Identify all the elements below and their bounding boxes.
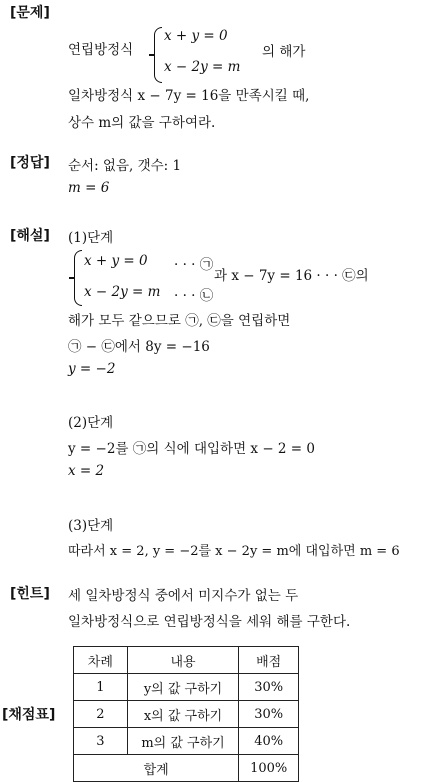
problem-line1-prefix: 연립방정식 <box>68 42 134 58</box>
scoring-cell-points: 40% <box>239 728 299 755</box>
scoring-cell-points: 30% <box>239 674 299 701</box>
scoring-row <box>74 728 299 755</box>
scoring-cell-content: x의 값 구하기 <box>127 701 239 728</box>
solution-brace <box>74 250 82 306</box>
answer-line2: m = 6 <box>68 180 110 196</box>
scoring-row <box>74 674 299 701</box>
hint-tag: [힌트] <box>10 586 50 602</box>
sys-eq2-mark: · · · ㉡ <box>174 288 214 304</box>
sys-suffix: 과 x − 7y = 16 · · · ㉢의 <box>214 268 369 284</box>
problem-brace <box>154 27 162 83</box>
step2-title: (2)단계 <box>68 415 114 431</box>
step1-title: (1)단계 <box>68 230 114 246</box>
scoring-cell-points: 30% <box>239 701 299 728</box>
scoring-header-points: 배점 <box>239 647 299 674</box>
step3-line1: 따라서 x = 2, y = −2를 x − 2y = m에 대입하면 m = 6 <box>68 544 400 559</box>
scoring-total-label: 합계 <box>74 755 239 782</box>
answer-tag: [정답] <box>10 155 50 171</box>
step1-line2: ㉠ − ㉢에서 8y = −16 <box>68 339 210 355</box>
problem-eq1: x + y = 0 <box>164 28 228 44</box>
step1-line3: y = −2 <box>68 361 116 377</box>
scoring-cell-order: 1 <box>74 674 128 701</box>
problem-line3: 상수 m의 값을 구하여라. <box>68 115 216 131</box>
scoring-cell-order: 2 <box>74 701 128 728</box>
solution-brace-tip <box>69 277 74 279</box>
problem-line1-suffix: 의 해가 <box>262 44 306 60</box>
sys-eq1-mark: · · · ㉠ <box>174 257 214 273</box>
step3-title: (3)단계 <box>68 518 114 534</box>
hint-line2: 일차방정식으로 연립방정식을 세워 해를 구한다. <box>68 614 351 630</box>
step2-line2: x = 2 <box>68 463 105 479</box>
scoring-cell-order: 3 <box>74 728 128 755</box>
scoring-cell-content: y의 값 구하기 <box>127 674 239 701</box>
problem-line2: 일차방정식 x − 7y = 16을 만족시킬 때, <box>68 88 310 104</box>
step1-line1: 해가 모두 같으므로 ㉠, ㉢을 연립하면 <box>68 313 291 329</box>
scoring-row <box>74 701 299 728</box>
scoring-header-row <box>74 647 299 674</box>
step2-line1: y = −2를 ㉠의 식에 대입하면 x − 2 = 0 <box>68 441 315 457</box>
scoring-total-row <box>74 755 299 782</box>
scoring-tag: [채점표] <box>2 707 56 723</box>
sys-eq1: x + y = 0 <box>84 253 148 269</box>
sys-eq2: x − 2y = m <box>84 284 161 300</box>
scoring-header-order: 차례 <box>74 647 128 674</box>
answer-line1: 순서: 없음, 갯수: 1 <box>68 158 182 174</box>
solution-tag: [해설] <box>10 228 50 244</box>
hint-line1: 세 일차방정식 중에서 미지수가 없는 두 <box>68 588 299 604</box>
problem-eq2: x − 2y = m <box>164 59 241 75</box>
problem-tag: [문제] <box>10 5 50 21</box>
scoring-total-value: 100% <box>239 755 299 782</box>
problem-brace-tip <box>149 54 154 56</box>
scoring-header-content: 내용 <box>127 647 239 674</box>
scoring-table <box>73 646 299 782</box>
scoring-cell-content: m의 값 구하기 <box>127 728 239 755</box>
